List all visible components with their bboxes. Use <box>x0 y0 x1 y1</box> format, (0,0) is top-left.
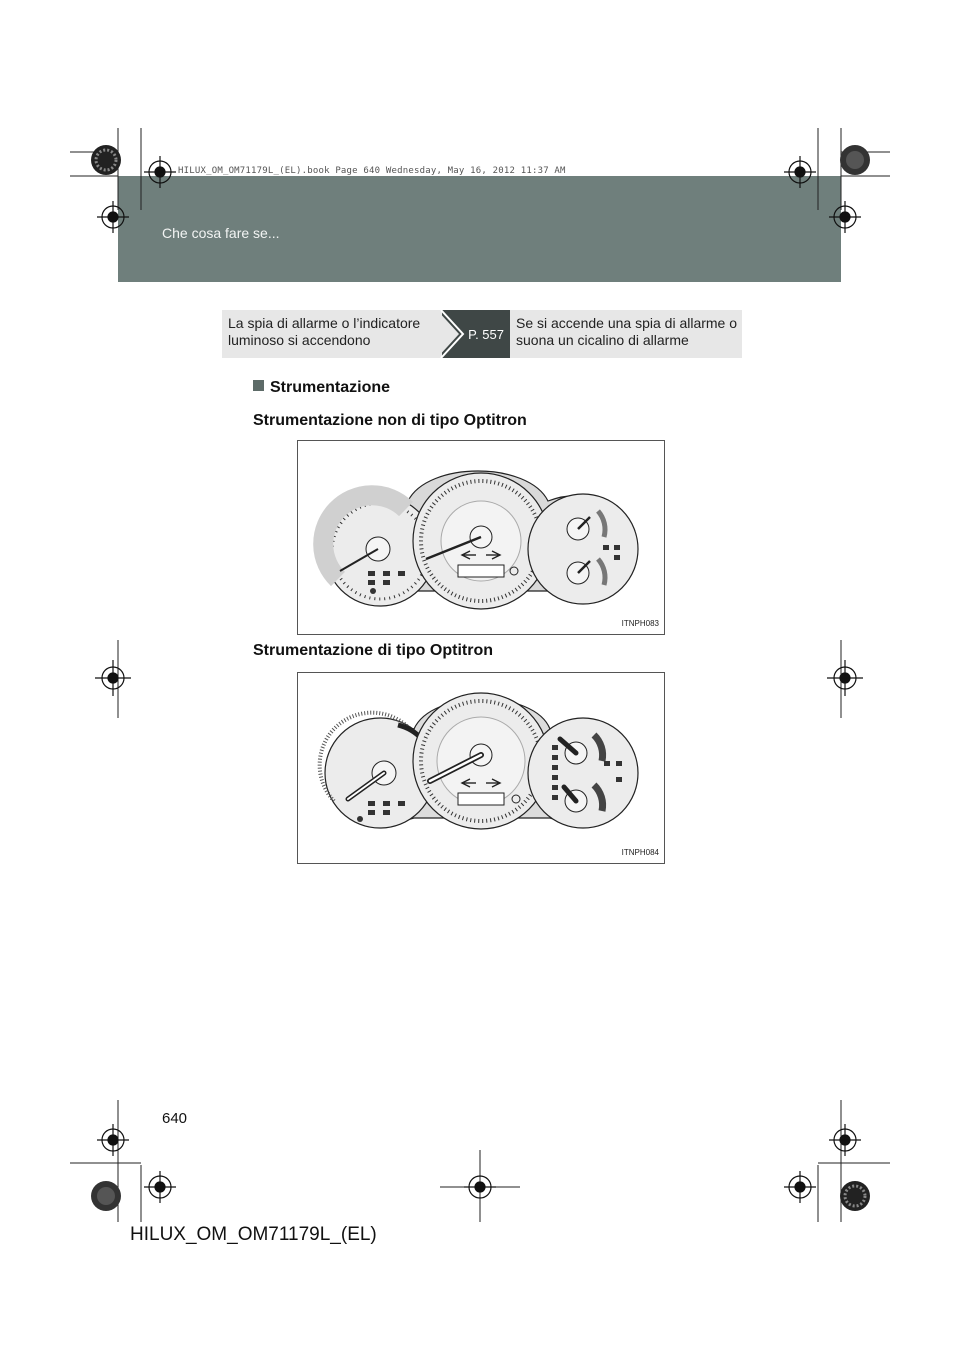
square-bullet-icon <box>253 380 264 391</box>
ref-condition <box>222 310 442 358</box>
registration-target-icon <box>97 1124 129 1156</box>
figure-1-caption: Strumentazione non di tipo Optitron <box>253 412 527 429</box>
registration-target-icon <box>144 1171 176 1203</box>
figure-1-code: ITNPH083 <box>621 619 659 628</box>
registration-target-icon <box>829 201 861 233</box>
registration-target-icon <box>144 156 176 188</box>
page-number: 640 <box>162 1110 188 1127</box>
ref-page-link[interactable]: P. 557 <box>442 310 510 358</box>
chapter-title: Che cosa fare se... <box>162 225 280 241</box>
registration-target-icon <box>91 145 121 175</box>
registration-target-icon <box>829 1124 861 1156</box>
figure-1-non-optitron <box>297 440 665 635</box>
ref-condition-text: La spia di allarme o l’indicatore luminoso si accendono <box>228 315 421 348</box>
registration-target-icon <box>784 156 816 188</box>
registration-target-icon <box>840 1181 870 1211</box>
registration-target-icon <box>784 1171 816 1203</box>
ref-topic: Se si accende una spia di allarme o suona un cicalino di allarme <box>510 310 742 358</box>
figure-2-caption: Strumentazione di tipo Optitron <box>253 642 493 659</box>
registration-target-icon <box>97 201 129 233</box>
registration-target-icon <box>95 660 131 696</box>
book-info-line: HILUX_OM_OM71179L_(EL).book Page 640 Wednesday, May 16, 2012 11:37 AM <box>178 166 566 176</box>
registration-target-icon <box>840 145 870 175</box>
figure-2-code: ITNPH084 <box>621 848 659 857</box>
section-title: Strumentazione <box>270 379 391 396</box>
chevron-right-icon <box>437 310 467 358</box>
cross-reference-box <box>222 310 742 358</box>
document-code: HILUX_OM_OM71179L_(EL) <box>130 1224 377 1245</box>
registration-target-icon <box>827 660 863 696</box>
instrument-cluster-illustration <box>298 673 664 863</box>
registration-target-icon <box>91 1181 121 1211</box>
section-heading <box>253 379 390 397</box>
instrument-cluster-illustration <box>298 441 664 634</box>
figure-2-optitron <box>297 672 665 864</box>
